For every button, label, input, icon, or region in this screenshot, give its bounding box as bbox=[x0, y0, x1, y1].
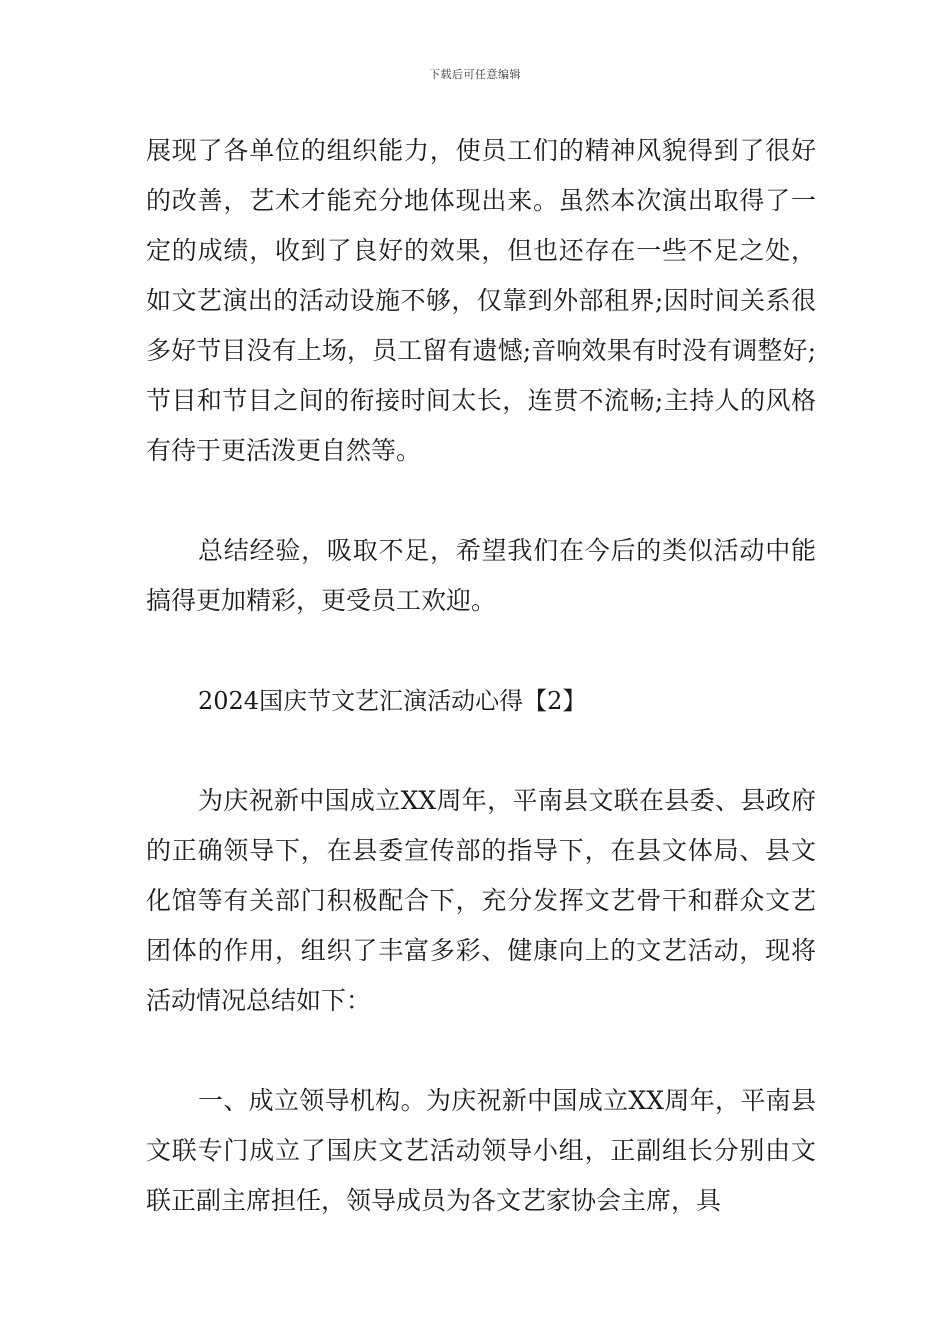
section-title: 2024国庆节文艺汇演活动心得【2】 bbox=[198, 687, 587, 715]
paragraph-intro: 为庆祝新中国成立XX周年，平南县文联在县委、县政府的正确领导下，在县委宣传部的指导下，在县文体局、县文化馆等有关部门积极配合下，充分发挥文艺骨干和群众文艺团体的作用，组织了丰富多彩、健康向上的文艺活动，现将活动情况总结如下： bbox=[146, 786, 816, 1015]
page-header: 下载后可任意编辑 bbox=[429, 68, 521, 81]
paragraph-summary: 总结经验，吸取不足，希望我们在今后的类似活动中能搞得更加精彩，更受员工欢迎。 bbox=[146, 536, 816, 615]
paragraph-item-one: 一、成立领导机构。为庆祝新中国成立XX周年，平南县文联专门成立了国庆文艺活动领导小组，正副组长分别由文联正副主席担任，领导成员为各文艺家协会主席，具 bbox=[146, 1086, 816, 1215]
paragraph-continued: 展现了各单位的组织能力，使员工们的精神风貌得到了很好的改善，艺术才能充分地体现出来。虽然本次演出取得了一定的成绩，收到了良好的效果，但也还存在一些不足之处，如文艺演出的活动设施不够，仅靠到外部租界;因时间关系很多好节目没有上场，员工留有遗憾;音响效果有时没有调整好;节目和节目之间的衔接时间太长，连贯不流畅;主持人的风格有待于更活泼更自然等。 bbox=[146, 136, 816, 465]
document-body bbox=[146, 126, 816, 1226]
